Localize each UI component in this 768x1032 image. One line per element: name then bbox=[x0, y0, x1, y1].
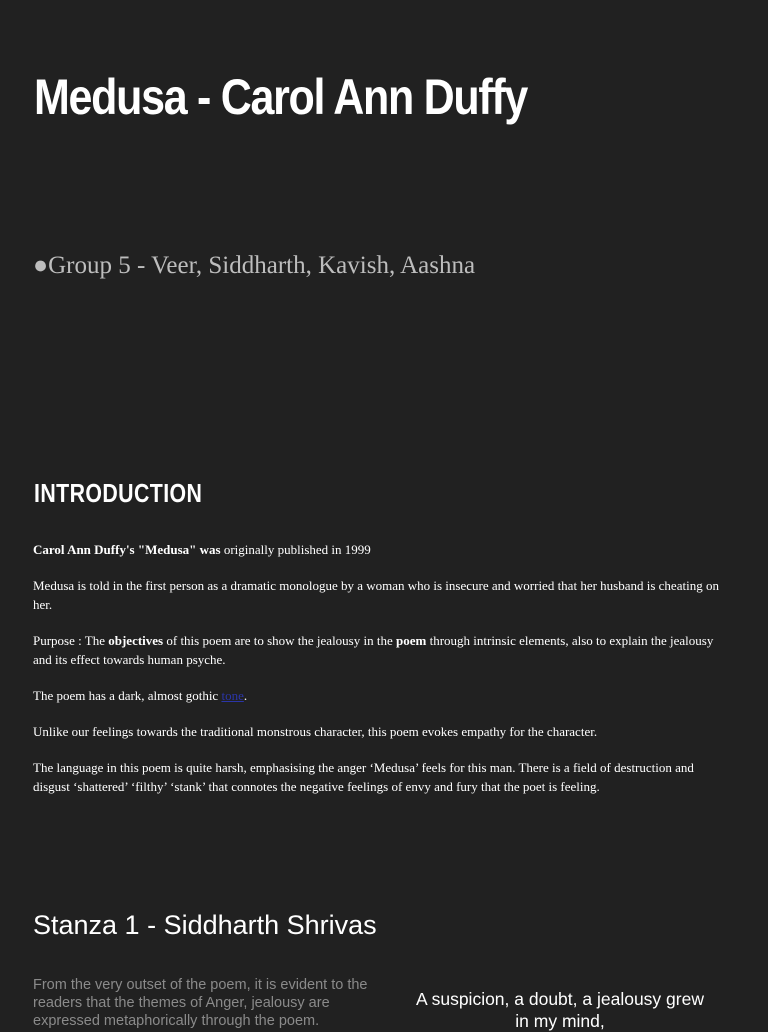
intro-author-title-bold: Carol Ann Duffy's "Medusa" was bbox=[33, 542, 221, 557]
tone-sentence-end: . bbox=[243, 688, 248, 703]
intro-paragraph-5: Unlike our feelings towards the traditional monstrous character, this poem evokes empathy for the character. bbox=[33, 724, 598, 739]
tone-link[interactable]: tone bbox=[221, 688, 244, 703]
intro-paragraph-4 bbox=[33, 686, 723, 705]
purpose-end-text: through intrinsic elements, also to explain the jealousy and its effect towards human psyche. bbox=[33, 633, 714, 667]
intro-paragraph-2: Medusa is told in the first person as a dramatic monologue by a woman who is insecure and worried that her husband is cheating on her. bbox=[33, 578, 719, 612]
introduction-body bbox=[33, 540, 723, 813]
purpose-mid-text: of this poem are to show the jealousy in the bbox=[163, 633, 396, 648]
purpose-label: Purpose : The bbox=[33, 633, 109, 648]
group-members-subtitle: ●Group 5 - Veer, Siddharth, Kavish, Aashna bbox=[33, 252, 476, 279]
intro-paragraph-6: The language in this poem is quite harsh, emphasising the anger ‘Medusa’ feels for this man. There is a field of destruction and disgust ‘shattered’ ‘filthy’ ‘stank’ that connotes the negative feelings of envy and fury that the poet is feeling. bbox=[33, 760, 694, 794]
intro-paragraph-3 bbox=[33, 631, 723, 669]
introduction-heading: INTRODUCTION bbox=[34, 478, 203, 508]
page-title: Medusa - Carol Ann Duffy bbox=[34, 69, 528, 125]
stanza-1-body: From the very outset of the poem, it is evident to the readers that the themes of Anger, jealousy are expressed metaphorically through the poem. bbox=[33, 977, 368, 1029]
objectives-bold: objectives bbox=[108, 633, 164, 648]
intro-paragraph-1 bbox=[33, 540, 723, 559]
intro-publication-text: originally published in 1999 bbox=[220, 542, 371, 557]
stanza-1-heading: Stanza 1 - Siddharth Shrivas bbox=[33, 910, 377, 940]
stanza-1-quote: A suspicion, a doubt, a jealousy grew in my mind, bbox=[416, 989, 704, 1031]
poem-bold: poem bbox=[395, 633, 427, 648]
tone-sentence-text: The poem has a dark, almost gothic bbox=[33, 688, 222, 703]
